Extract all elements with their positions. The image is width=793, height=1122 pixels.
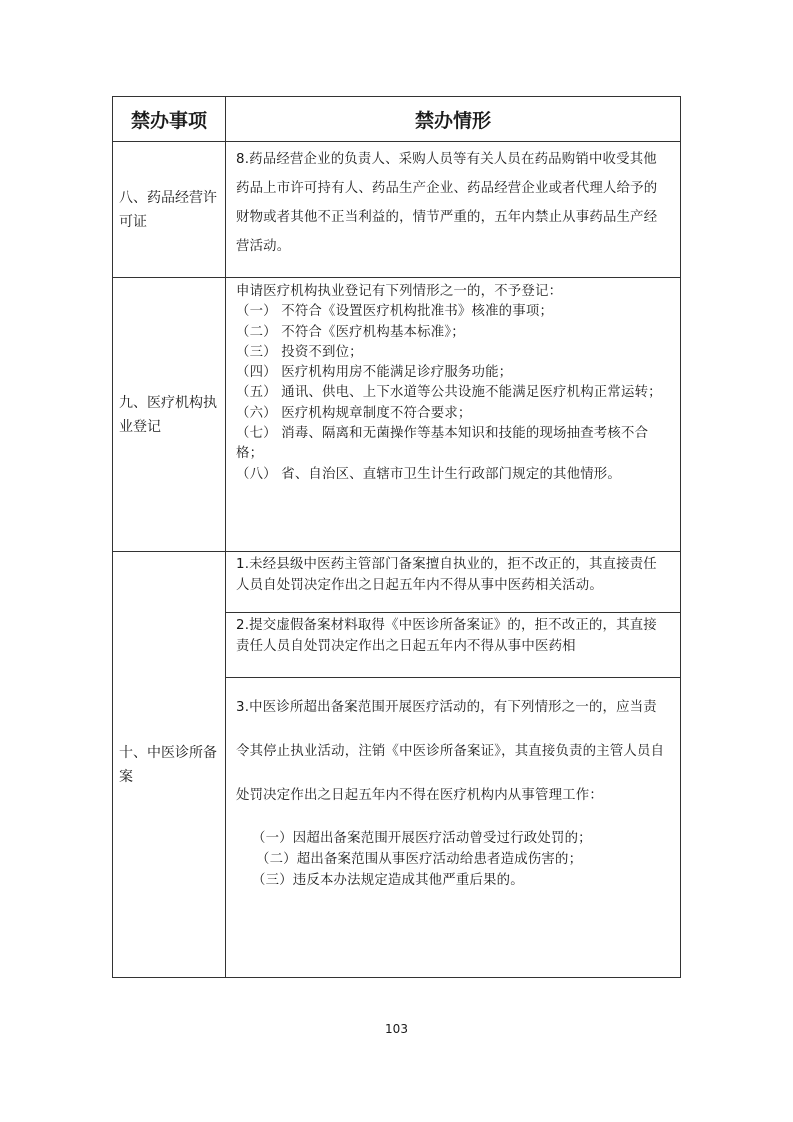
table-row: [113, 278, 681, 552]
situation-line: （八） 省、自治区、直辖市卫生计生行政部门规定的其他情形。: [236, 466, 621, 482]
situation-cell: 8.药品经营企业的负责人、采购人员等有关人员在药品购销中收受其他药品上市许可持有人、药品生产企业、药品经营企业或者代理人给予的财物或者其他不正当利益的，情节严重的，五年内禁止从事药品生产经营活动。: [226, 142, 681, 278]
page-number: 103: [385, 1022, 408, 1036]
situation-line: （二） 不符合《医疗机构基本标准》；: [236, 324, 465, 340]
situation-line: （六） 医疗机构规章制度不符合要求；: [236, 405, 472, 421]
situation-line: （四） 医疗机构用房不能满足诊疗服务功能；: [236, 365, 513, 381]
situation-paragraph: 3.中医诊所超出备案范围开展医疗活动的，有下列情形之一的，应当责令其停止执业活动，注销《中医诊所备案证》，其直接负责的主管人员自处罚决定作出之日起五年内不得在医疗机构内从事管理工作：: [236, 700, 665, 803]
category-cell: 九、医疗机构执业登记: [113, 278, 226, 552]
table-row: [113, 552, 681, 613]
situation-line: （一） 不符合《设置医疗机构批准书》核准的事项；: [236, 304, 554, 320]
situation-cell: [226, 278, 681, 552]
header-situation: 禁办情形: [226, 97, 681, 142]
prohibition-table: [112, 96, 681, 978]
category-cell: 八、药品经营许可证: [113, 142, 226, 278]
situation-line: （七） 消毒、隔离和无菌操作等基本知识和技能的现场抽查考核不合格；: [236, 426, 649, 462]
situation-line: （三） 投资不到位；: [236, 344, 363, 360]
situation-line: 申请医疗机构执业登记有下列情形之一的，不予登记：: [236, 284, 563, 299]
situation-subitem: （二）超出备案范围从事医疗活动给患者造成伤害的；: [256, 852, 583, 867]
situation-subitem: （一）因超出备案范围开展医疗活动曾受过行政处罚的；: [252, 831, 592, 846]
table-header-row: [113, 97, 681, 142]
situation-cell: 1.未经县级中医药主管部门备案擅自执业的，拒不改正的，其直接责任人员自处罚决定作出之日起五年内不得从事中医药相关活动。: [226, 552, 681, 613]
situation-line: （五） 通讯、供电、上下水道等公共设施不能满足医疗机构正常运转；: [236, 385, 662, 401]
situation-cell: 2.提交虚假备案材料取得《中医诊所备案证》的，拒不改正的，其直接责任人员自处罚决定作出之日起五年内不得从事中医药相: [226, 613, 681, 678]
situation-subitem: （三）违反本办法规定造成其他严重后果的。: [252, 873, 524, 888]
category-cell: 十、中医诊所备案: [113, 552, 226, 978]
situation-cell: [226, 678, 681, 978]
header-item: 禁办事项: [113, 97, 226, 142]
table-row: [113, 142, 681, 278]
